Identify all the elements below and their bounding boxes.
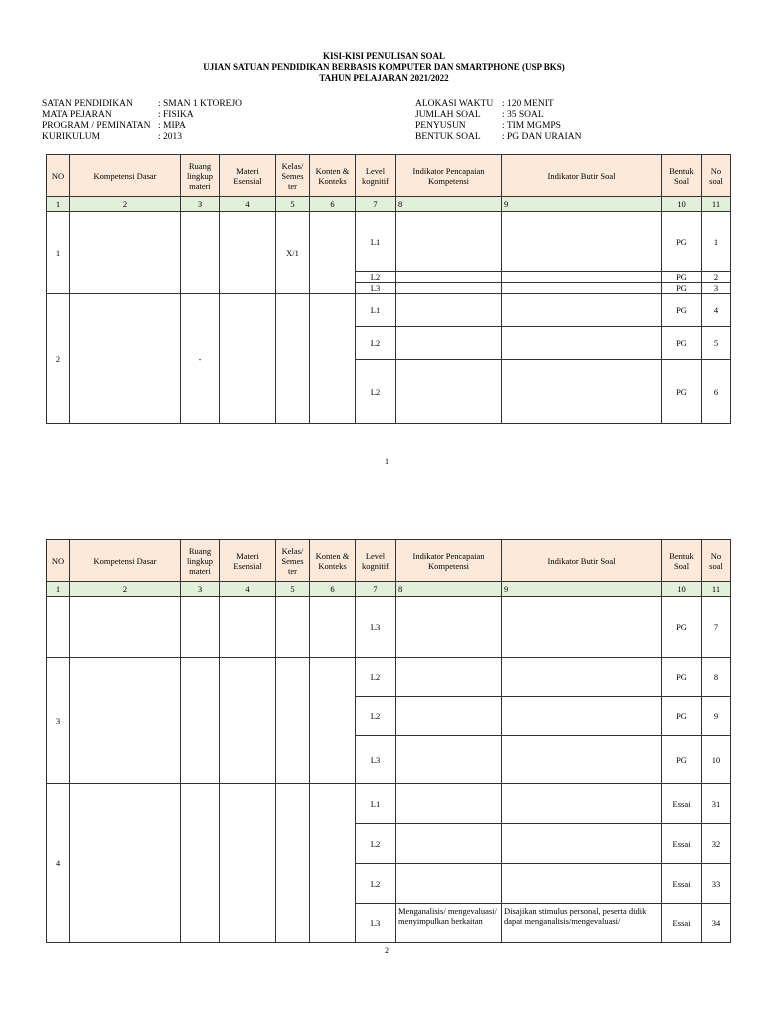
nosoal-cell: 3 [702,283,731,294]
indikator-kompetensi-cell [396,212,502,272]
meta-value: : PG DAN URAIAN [502,132,582,142]
meta-row [415,99,581,110]
bentuk-cell: PG [662,597,702,658]
col-bentuk-header: Bentuk Soal [662,540,702,582]
indikator-butir-cell [502,597,662,658]
col-ruang-header: Ruang lingkup materi [181,155,220,197]
ruang-cell: - [181,294,220,424]
nosoal-cell: 4 [702,294,731,327]
meta-row [415,132,581,143]
col-number: 8 [396,582,502,597]
col-number: 2 [70,197,181,212]
level-cell: L2 [356,360,396,424]
row-no: 2 [47,294,70,424]
col-number: 8 [396,197,502,212]
nosoal-cell: 9 [702,697,731,736]
indikator-kompetensi-cell [396,864,502,904]
indikator-kompetensi-cell [396,824,502,864]
meta-value: : TIM MGMPS [502,121,561,131]
header-row [47,155,731,197]
ruang-cell [181,784,220,943]
meta-value: : 2013 [158,132,183,142]
col-number: 7 [356,582,396,597]
indikator-kompetensi-cell [396,283,502,294]
materi-cell [220,294,276,424]
col-number: 3 [181,197,220,212]
meta-value: : 35 SOAL [502,110,544,120]
meta-value: : 120 MENIT [502,99,554,109]
kelas-cell [276,658,310,784]
page-number: 2 [385,946,389,955]
table-row [47,784,731,824]
ruang-cell [181,597,220,658]
col-bentuk-header: Bentuk Soal [662,155,702,197]
row-no: 4 [47,784,70,943]
indikator-butir-cell [502,658,662,697]
indikator-butir-cell [502,736,662,784]
level-cell: L3 [356,283,396,294]
col-number: 7 [356,197,396,212]
column-number-row [47,582,731,597]
indikator-kompetensi-cell [396,327,502,360]
indikator-kompetensi-cell [396,697,502,736]
indikator-butir-cell [502,294,662,327]
indikator-kompetensi-cell [396,658,502,697]
meta-key: SATAN PENDIDIKAN [42,99,133,109]
header-row [47,540,731,582]
materi-cell [220,784,276,943]
col-konten-header: Konten & Konteks [310,540,356,582]
col-number: 4 [220,582,276,597]
materi-cell [220,597,276,658]
ruang-cell [181,658,220,784]
indikator-kompetensi-cell [396,784,502,824]
meta-value: : SMAN 1 KTOREJO [158,99,243,109]
indikator-butir-cell [502,272,662,283]
indikator-kompetensi-cell [396,736,502,784]
table-row [47,597,731,658]
col-number: 1 [47,197,70,212]
bentuk-cell: PG [662,212,702,272]
row-no: 3 [47,658,70,784]
meta-row [42,132,242,143]
level-cell: L2 [356,697,396,736]
indikator-kompetensi-cell: Menganalisis/ mengevaluasi/ menyimpulkan berkaitan [396,904,502,943]
ruang-cell [181,212,220,294]
title-line-2: UJIAN SATUAN PENDIDIKAN BERBASIS KOMPUTER DAN SMARTPHONE (USP BKS) [203,62,565,72]
meta-key: KURIKULUM [42,132,101,142]
konten-cell [310,212,356,294]
nosoal-cell: 2 [702,272,731,283]
row-no [47,597,70,658]
nosoal-cell: 5 [702,327,731,360]
table-row [47,294,731,327]
indikator-kompetensi-cell [396,294,502,327]
materi-cell [220,212,276,294]
meta-key: ALOKASI WAKTU [415,99,494,109]
level-cell: L2 [356,824,396,864]
meta-key: BENTUK SOAL [415,132,481,142]
kelas-cell [276,294,310,424]
col-number: 3 [181,582,220,597]
meta-row [415,121,581,132]
col-number: 1 [47,582,70,597]
col-number: 2 [70,582,181,597]
indikator-kompetensi-cell [396,597,502,658]
bentuk-cell: PG [662,294,702,327]
indikator-kompetensi-cell [396,360,502,424]
col-materi-header: Materi Esensial [220,540,276,582]
bentuk-cell: Essai [662,904,702,943]
bentuk-cell: Essai [662,784,702,824]
materi-cell [220,658,276,784]
col-number: 9 [502,197,662,212]
indikator-butir-cell [502,784,662,824]
bentuk-cell: PG [662,658,702,697]
col-konten-header: Konten & Konteks [310,155,356,197]
col-materi-header: Materi Esensial [220,155,276,197]
meta-row [415,110,581,121]
col-kelas-header: Kelas/ Semes ter [276,155,310,197]
konten-cell [310,784,356,943]
col-level-header: Level kognitif [356,540,396,582]
meta-row [42,121,242,132]
level-cell: L1 [356,212,396,272]
meta-key: MATA PEJARAN [42,110,112,120]
bentuk-cell: PG [662,697,702,736]
bentuk-cell: Essai [662,864,702,904]
meta-value: : FISIKA [158,110,194,120]
meta-key: JUMLAH SOAL [415,110,481,120]
col-nosoal-header: No soal [702,540,731,582]
konten-cell [310,294,356,424]
konten-cell [310,658,356,784]
kisi-table-page-2 [46,539,731,943]
col-indikator-butir-header: Indikator Butir Soal [502,540,662,582]
col-kelas-header: Kelas/ Semes ter [276,540,310,582]
kelas-cell: X/1 [276,212,310,294]
col-no-header: NO [47,540,70,582]
title-line-3: TAHUN PELAJARAN 2021/2022 [319,73,449,83]
table-row [47,658,731,697]
meta-key: PROGRAM / PEMINATAN [42,121,151,131]
bentuk-cell: PG [662,736,702,784]
col-kompetensi-header: Kompetensi Dasar [70,155,181,197]
col-number: 9 [502,582,662,597]
col-number: 5 [276,582,310,597]
level-cell: L2 [356,658,396,697]
bentuk-cell: PG [662,272,702,283]
kompetensi-cell [70,784,181,943]
col-no-header: NO [47,155,70,197]
nosoal-cell: 7 [702,597,731,658]
indikator-butir-cell [502,283,662,294]
col-number: 11 [702,582,731,597]
col-ruang-header: Ruang lingkup materi [181,540,220,582]
level-cell: L2 [356,864,396,904]
col-indikator-butir-header: Indikator Butir Soal [502,155,662,197]
indikator-butir-cell [502,212,662,272]
kompetensi-cell [70,597,181,658]
meta-row [42,99,242,110]
col-number: 11 [702,197,731,212]
nosoal-cell: 34 [702,904,731,943]
nosoal-cell: 32 [702,824,731,864]
bentuk-cell: PG [662,283,702,294]
col-kompetensi-header: Kompetensi Dasar [70,540,181,582]
konten-cell [310,597,356,658]
col-number: 5 [276,197,310,212]
nosoal-cell: 10 [702,736,731,784]
nosoal-cell: 1 [702,212,731,272]
col-number: 4 [220,197,276,212]
col-number: 6 [310,582,356,597]
kompetensi-cell [70,212,181,294]
nosoal-cell: 6 [702,360,731,424]
level-cell: L3 [356,736,396,784]
meta-right [415,99,581,143]
indikator-butir-cell [502,824,662,864]
table-row [47,212,731,272]
indikator-butir-cell: Disajikan stimulus personal, peserta didik dapat menganalisis/mengevaluasi/ [502,904,662,943]
level-cell: L2 [356,327,396,360]
level-cell: L2 [356,272,396,283]
row-no: 1 [47,212,70,294]
col-nosoal-header: No soal [702,155,731,197]
kompetensi-cell [70,294,181,424]
nosoal-cell: 31 [702,784,731,824]
page-number: 1 [385,457,389,466]
kelas-cell [276,597,310,658]
col-number: 6 [310,197,356,212]
document-title [0,51,768,84]
col-level-header: Level kognitif [356,155,396,197]
kelas-cell [276,784,310,943]
level-cell: L3 [356,597,396,658]
meta-key: PENYUSUN [415,121,466,131]
col-indikator-kompetensi-header: Indikator Pencapaian Kompetensi [396,155,502,197]
meta-value: : MIPA [158,121,186,131]
bentuk-cell: PG [662,327,702,360]
meta-left [42,99,242,143]
indikator-butir-cell [502,360,662,424]
indikator-butir-cell [502,864,662,904]
indikator-kompetensi-cell [396,272,502,283]
level-cell: L1 [356,784,396,824]
bentuk-cell: PG [662,360,702,424]
kisi-table-page-1 [46,154,731,424]
kompetensi-cell [70,658,181,784]
title-line-1: KISI-KISI PENULISAN SOAL [322,51,446,61]
column-number-row [47,197,731,212]
bentuk-cell: Essai [662,824,702,864]
nosoal-cell: 33 [702,864,731,904]
indikator-butir-cell [502,327,662,360]
level-cell: L3 [356,904,396,943]
col-number: 10 [662,582,702,597]
col-indikator-kompetensi-header: Indikator Pencapaian Kompetensi [396,540,502,582]
level-cell: L1 [356,294,396,327]
nosoal-cell: 8 [702,658,731,697]
meta-row [42,110,242,121]
col-number: 10 [662,197,702,212]
indikator-butir-cell [502,697,662,736]
